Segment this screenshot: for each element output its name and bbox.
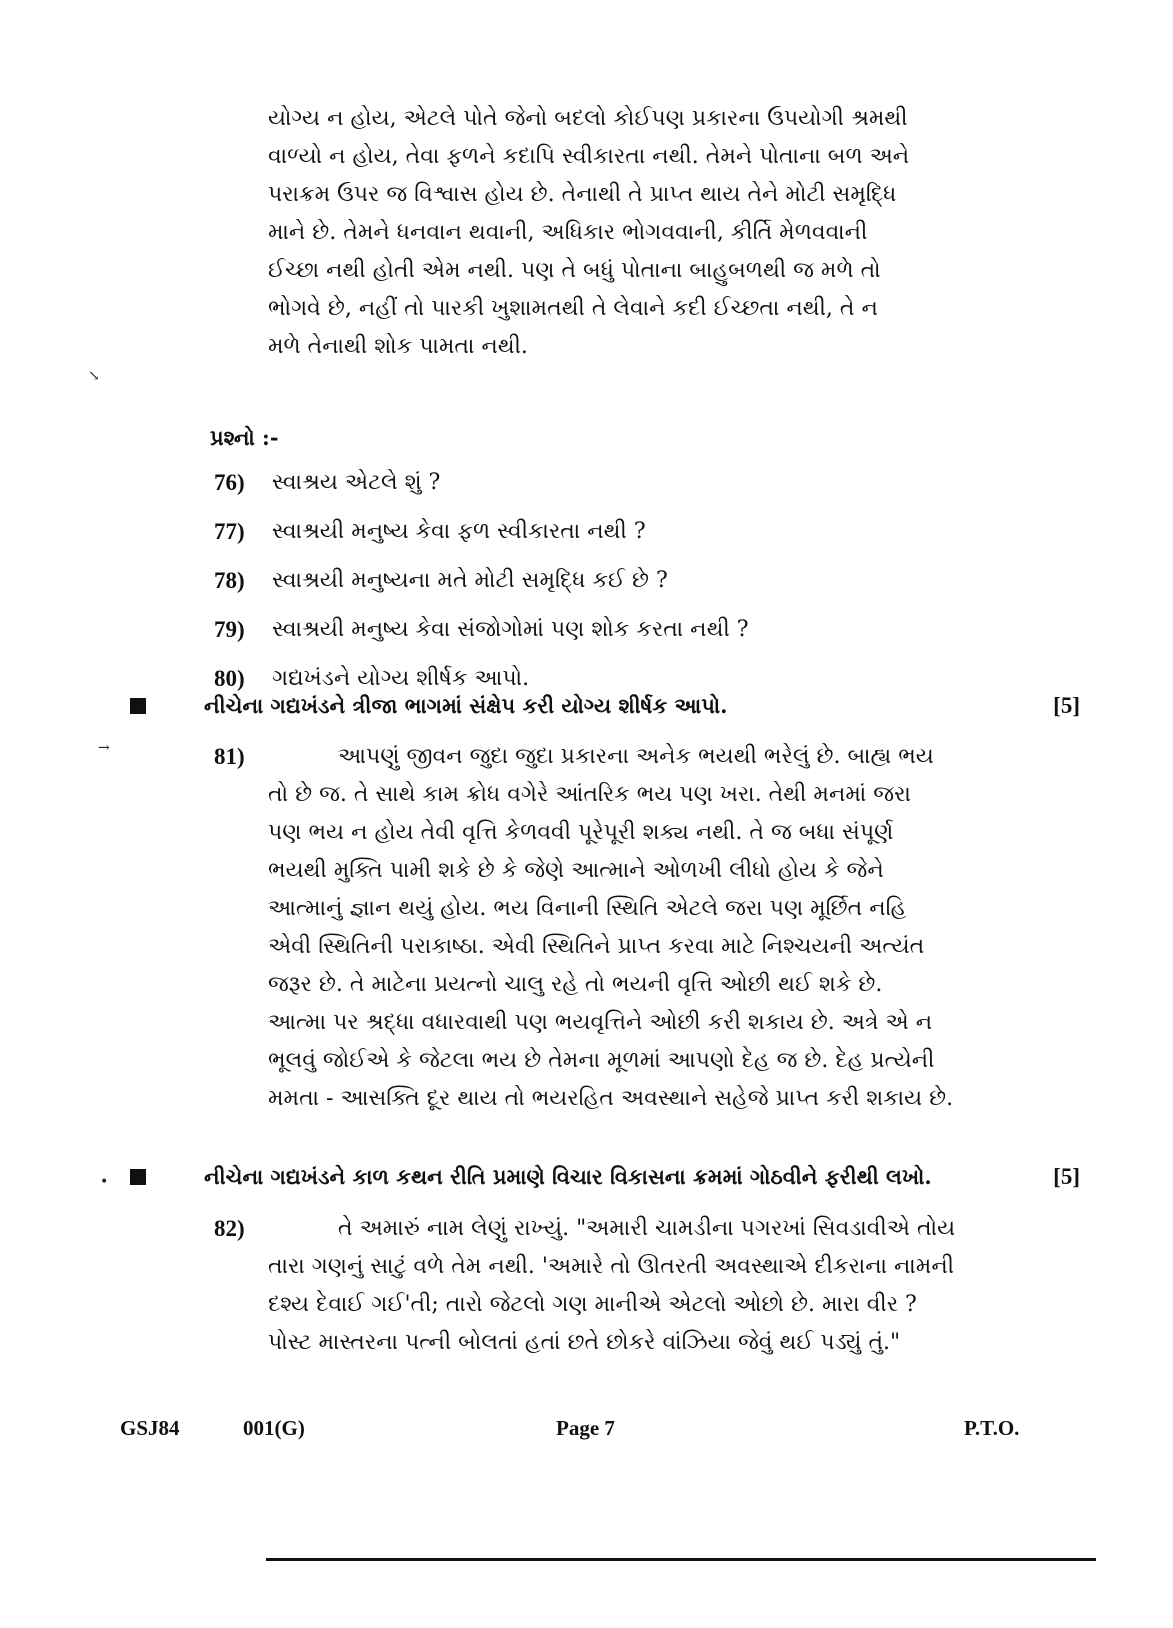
scan-mark-icon: ↘ [88, 368, 100, 384]
square-bullet-icon [130, 698, 146, 714]
question-text: સ્વાશ્રયી મનુષ્ય કેવા સંજોગોમાં પણ શોક કરતા નથી ? [272, 617, 749, 642]
section-summary-header [130, 693, 1080, 719]
passage-line: મળે તેનાથી શોક પામતા નથી. [268, 334, 528, 359]
footer-paper: 001(G) [243, 1416, 305, 1440]
section-title: નીચેના ગદ્યખંડને ત્રીજા ભાગમાં સંક્ષેપ કરી યોગ્ય શીર્ષક આપો. [204, 693, 728, 718]
question-number: 78) [214, 568, 245, 593]
block-line: ભયથી મુક્તિ પામી શકે છે કે જેણે આત્માને ઓળખી લીધો હોય કે જેને [268, 858, 884, 883]
block-line: ભૂલવું જોઈએ કે જેટલા ભય છે તેમના મૂળમાં આપણો દેહ જ છે. દેહ પ્રત્યેની [268, 1048, 935, 1073]
footer-code: GSJ84 [120, 1416, 180, 1440]
question-item [214, 615, 1014, 664]
footer-page-number: Page 7 [556, 1416, 615, 1440]
block-line: તો છે જ. તે સાથે કામ ક્રોધ વગેરે આંતરિક ભય પણ ખરા. તેથી મનમાં જરા [268, 782, 911, 807]
question-number: 77) [214, 519, 245, 544]
section-marks: [5] [1053, 693, 1080, 718]
question-81-block [214, 738, 1014, 1118]
block-line: આત્મા પર શ્રદ્ધા વધારવાથી પણ ભયવૃત્તિને ઓછી કરી શકાય છે. અત્રે એ ન [268, 1010, 933, 1035]
question-item [214, 517, 1014, 566]
bottom-rule [266, 1558, 1096, 1561]
question-number: 76) [214, 470, 245, 495]
section-reorder-header [130, 1164, 1080, 1190]
block-line: આપણું જીવન જુદા જુદા પ્રકારના અનેક ભયથી ભરેલું છે. બાહ્ય ભય [338, 744, 934, 769]
questions-list [214, 468, 1014, 713]
question-item [214, 468, 1014, 517]
passage-line: પરાક્રમ ઉપર જ વિશ્વાસ હોય છે. તેનાથી તે પ્રાપ્ત થાય તેને મોટી સમૃદ્ધિ [268, 182, 897, 207]
question-text: સ્વાશ્રયી મનુષ્ય કેવા ફળ સ્વીકારતા નથી ? [272, 519, 646, 544]
question-item [214, 566, 1014, 615]
block-line: મમતા - આસક્તિ દૂર થાય તો ભયરહિત અવસ્થાને સહેજે પ્રાપ્ત કરી શકાય છે. [268, 1086, 954, 1111]
question-number: 81) [214, 744, 245, 769]
passage-line: માને છે. તેમને ધનવાન થવાની, અધિકાર ભોગવવાની, કીર્તિ મેળવવાની [268, 220, 868, 245]
questions-heading: પ્રશ્નો :- [210, 425, 279, 450]
block-line: આત્માનું જ્ઞાન થયું હોય. ભય વિનાની સ્થિતિ એટલે જરા પણ મૂર્છિત નહિ [268, 896, 907, 921]
scan-mark-icon: • [100, 1174, 109, 1190]
block-line: જરૂર છે. તે માટેના પ્રયત્નો ચાલુ રહે તો ભયની વૃત્તિ ઓછી થઈ શકે છે. [268, 972, 883, 997]
square-bullet-icon [130, 1169, 146, 1185]
section-title: નીચેના ગદ્યખંડને કાળ કથન રીતિ પ્રમાણે વિચાર વિકાસના ક્રમમાં ગોઠવીને ફરીથી લખો. [204, 1164, 932, 1189]
question-text: સ્વાશ્રય એટલે શું ? [272, 470, 441, 495]
question-number: 82) [214, 1216, 245, 1241]
footer-pto: P.T.O. [964, 1416, 1020, 1440]
passage-line: ભોગવે છે, નહીં તો પારકી ખુશામતથી તે લેવાને કદી ઈચ્છતા નથી, તે ન [268, 296, 878, 321]
block-line: પોસ્ટ માસ્તરના પત્ની બોલતાં હતાં છતે છોકરે વાંઝિયા જેવું થઈ પડ્યું તું." [268, 1330, 901, 1355]
passage-line: ઈચ્છા નથી હોતી એમ નથી. પણ તે બધું પોતાના બાહુબળથી જ મળે તો [268, 258, 881, 283]
block-line: પણ ભય ન હોય તેવી વૃત્તિ કેળવવી પૂરેપૂરી શક્ય નથી. તે જ બધા સંપૂર્ણ [268, 820, 894, 845]
passage-continued [268, 100, 958, 366]
section-marks: [5] [1053, 1164, 1080, 1189]
block-line: એવી સ્થિતિની પરાકાષ્ઠા. એવી સ્થિતિને પ્રાપ્ત કરવા માટે નિશ્ચયની અત્યંત [268, 934, 925, 959]
block-line: દશ્ય દેવાઈ ગઈ'તી; તારો જેટલો ગણ માનીએ એટલો ઓછો છે. મારા વીર ? [268, 1292, 917, 1317]
question-number: 79) [214, 617, 245, 642]
question-number: 80) [214, 666, 245, 691]
question-text: ગદ્યખંડને યોગ્ય શીર્ષક આપો. [272, 666, 530, 691]
question-82-block [214, 1210, 1014, 1362]
block-line: તે અમારું નામ લેણું રાખ્યું. "અમારી ચામડીના પગરખાં સિવડાવીએ તોય [338, 1216, 956, 1241]
block-line: તારા ગણનું સાટું વળે તેમ નથી. 'અમારે તો ઊતરતી અવસ્થાએ દીકરાના નામની [268, 1254, 955, 1279]
question-text: સ્વાશ્રયી મનુષ્યના મતે મોટી સમૃદ્ધિ કઈ છે ? [272, 568, 668, 593]
passage-line: યોગ્ય ન હોય, એટલે પોતે જેનો બદલો કોઈપણ પ્રકારના ઉપયોગી શ્રમથી [268, 106, 908, 131]
scan-mark-icon: → [98, 740, 110, 756]
passage-line: વાળ્યો ન હોય, તેવા ફળને કદાપિ સ્વીકારતા નથી. તેમને પોતાના બળ અને [268, 144, 910, 169]
